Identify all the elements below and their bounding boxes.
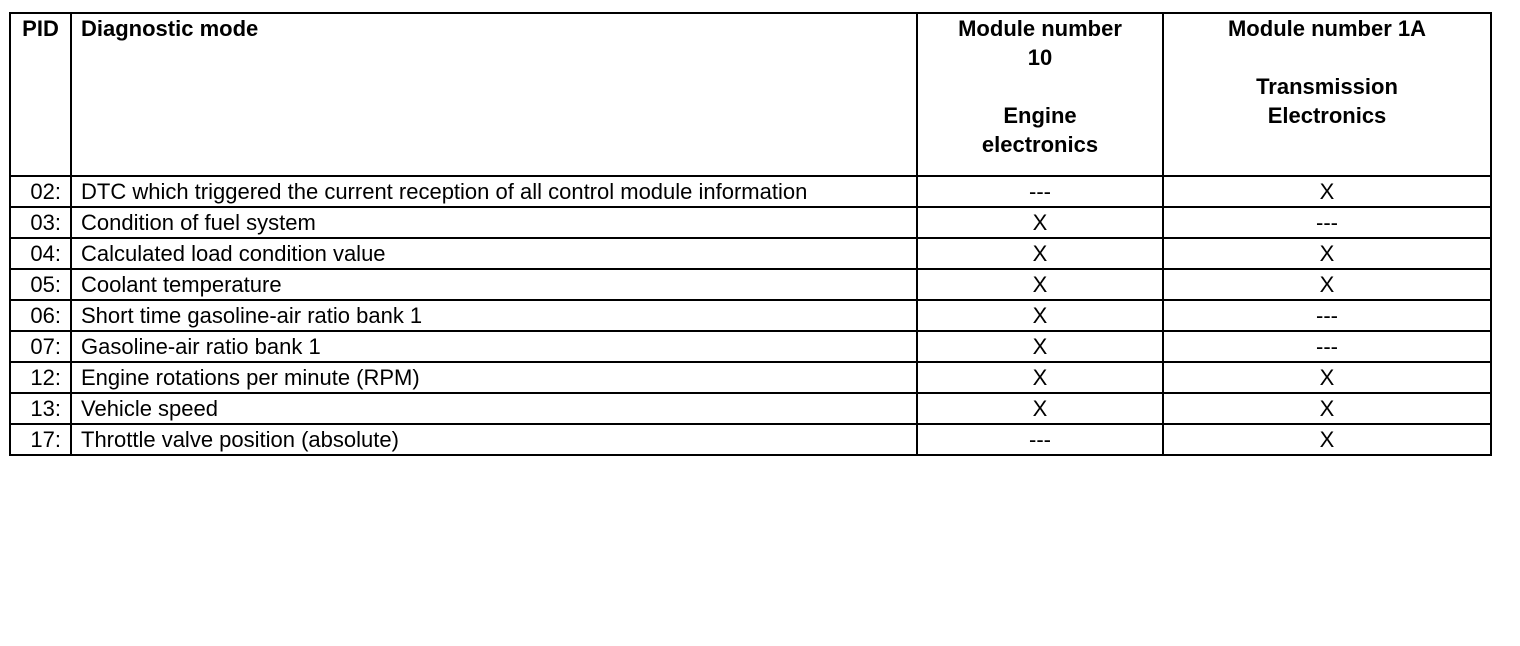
- header-module-10-line4: electronics: [981, 132, 1099, 157]
- cell-diagnostic-mode: Condition of fuel system: [71, 207, 917, 238]
- cell-module-1a: ---: [1163, 300, 1491, 331]
- table-row: [10, 362, 1491, 393]
- cell-diagnostic-mode: DTC which triggered the current reception of all control module information: [71, 176, 917, 207]
- cell-module-1a: ---: [1163, 331, 1491, 362]
- header-module-10-line3: Engine: [1003, 103, 1077, 128]
- header-module-1a: [1163, 13, 1491, 176]
- cell-diagnostic-mode: Gasoline-air ratio bank 1: [71, 331, 917, 362]
- cell-diagnostic-mode: Engine rotations per minute (RPM): [71, 362, 917, 393]
- table-row: [10, 424, 1491, 455]
- table-body: [10, 176, 1491, 455]
- cell-pid: 03:: [10, 207, 71, 238]
- header-row: [10, 13, 1491, 176]
- header-diagnostic-mode: Diagnostic mode: [71, 13, 917, 176]
- table-header: [10, 13, 1491, 176]
- cell-module-10: X: [917, 331, 1163, 362]
- cell-module-10: X: [917, 207, 1163, 238]
- cell-module-1a: X: [1163, 176, 1491, 207]
- cell-pid: 07:: [10, 331, 71, 362]
- table-row: [10, 207, 1491, 238]
- cell-diagnostic-mode: Vehicle speed: [71, 393, 917, 424]
- cell-module-10: X: [917, 269, 1163, 300]
- table-row: [10, 269, 1491, 300]
- header-module-10-line2: 10: [1027, 45, 1053, 70]
- header-pid: PID: [10, 13, 71, 176]
- cell-diagnostic-mode: Short time gasoline-air ratio bank 1: [71, 300, 917, 331]
- cell-pid: 04:: [10, 238, 71, 269]
- cell-module-1a: X: [1163, 424, 1491, 455]
- cell-diagnostic-mode: Coolant temperature: [71, 269, 917, 300]
- cell-module-1a: X: [1163, 393, 1491, 424]
- header-module-1a-line2: Transmission: [1256, 74, 1398, 99]
- cell-pid: 13:: [10, 393, 71, 424]
- cell-module-10: X: [917, 238, 1163, 269]
- table-row: [10, 300, 1491, 331]
- header-module-10: [917, 13, 1163, 176]
- cell-module-10: ---: [917, 424, 1163, 455]
- table-row: [10, 393, 1491, 424]
- cell-module-10: X: [917, 362, 1163, 393]
- cell-pid: 02:: [10, 176, 71, 207]
- cell-pid: 05:: [10, 269, 71, 300]
- cell-diagnostic-mode: Throttle valve position (absolute): [71, 424, 917, 455]
- cell-diagnostic-mode: Calculated load condition value: [71, 238, 917, 269]
- header-module-10-line1: Module number: [958, 16, 1122, 41]
- table-row: [10, 176, 1491, 207]
- table-row: [10, 238, 1491, 269]
- cell-module-1a: X: [1163, 238, 1491, 269]
- cell-pid: 12:: [10, 362, 71, 393]
- pid-diagnostic-table: [9, 12, 1492, 456]
- header-module-1a-line3: Electronics: [1267, 103, 1387, 128]
- cell-module-1a: ---: [1163, 207, 1491, 238]
- cell-module-1a: X: [1163, 269, 1491, 300]
- cell-module-10: X: [917, 300, 1163, 331]
- cell-module-10: ---: [917, 176, 1163, 207]
- cell-pid: 17:: [10, 424, 71, 455]
- cell-module-1a: X: [1163, 362, 1491, 393]
- header-spacer: [1164, 43, 1490, 72]
- header-spacer: [918, 72, 1162, 101]
- cell-pid: 06:: [10, 300, 71, 331]
- cell-module-10: X: [917, 393, 1163, 424]
- table-row: [10, 331, 1491, 362]
- header-module-1a-line1: Module number 1A: [1227, 16, 1426, 41]
